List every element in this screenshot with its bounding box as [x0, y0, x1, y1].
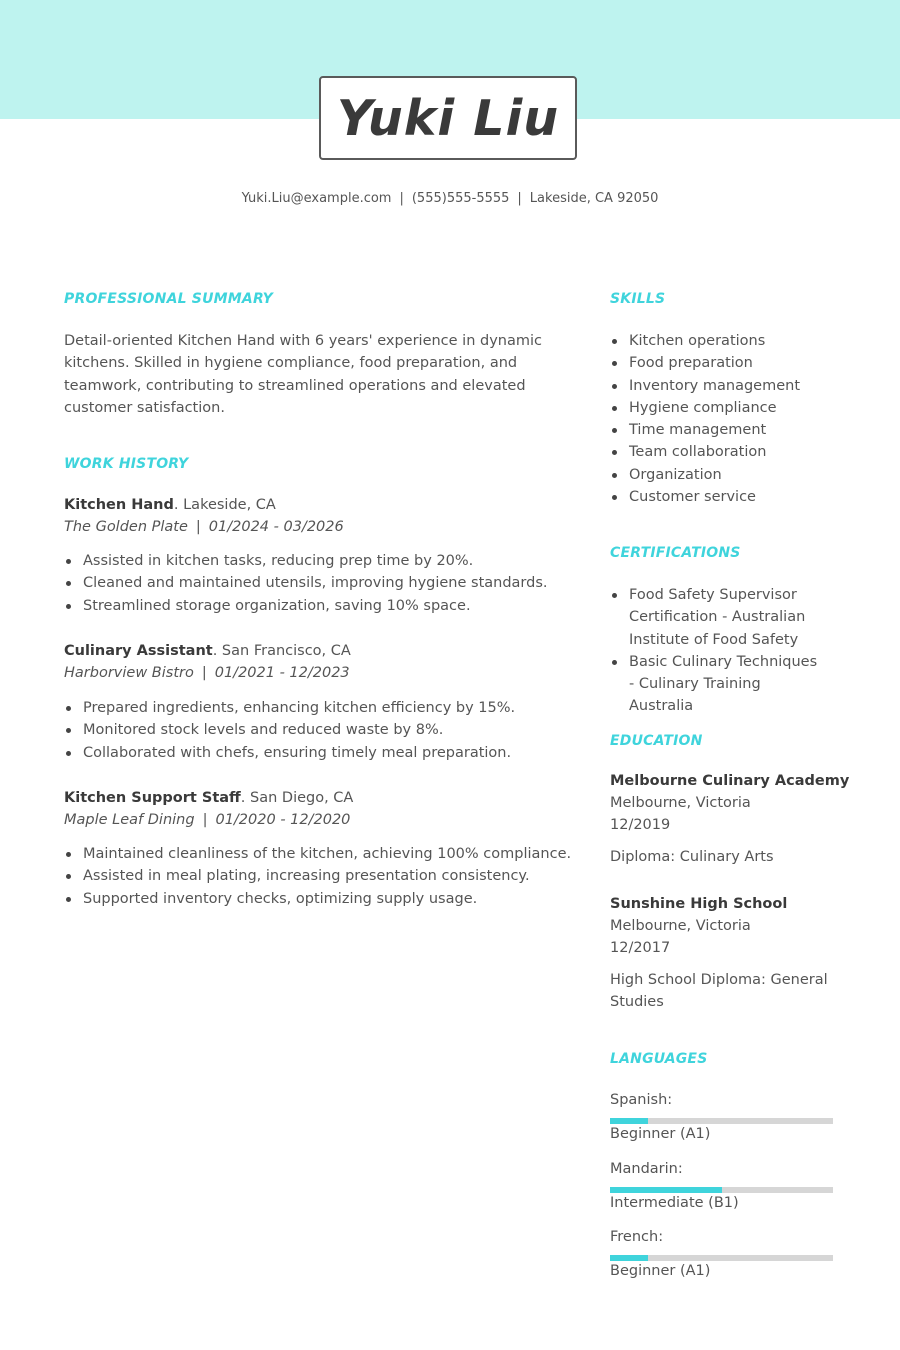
- job-company-line: [64, 812, 350, 828]
- skill-item: Kitchen operations: [610, 330, 850, 352]
- certifications-heading: CERTIFICATIONS: [610, 545, 741, 561]
- job-separator: |: [195, 519, 201, 535]
- language-proficiency-bar: [610, 1187, 833, 1193]
- language-name: Mandarin:: [610, 1161, 683, 1177]
- skill-item: Organization: [610, 464, 850, 486]
- job-location: . San Francisco, CA: [212, 643, 351, 659]
- contact-email[interactable]: Yuki.Liu@example.com: [241, 191, 392, 206]
- contact-line: [0, 191, 900, 206]
- name-box: [319, 76, 577, 160]
- skill-item: Hygiene compliance: [610, 397, 850, 419]
- skills-list: [610, 330, 850, 508]
- language-proficiency-fill: [610, 1187, 722, 1193]
- job-bullet: Collaborated with chefs, ensuring timely meal preparation.: [64, 742, 564, 764]
- job-bullet: Prepared ingredients, enhancing kitchen efficiency by 15%.: [64, 697, 564, 719]
- language-name: Spanish:: [610, 1092, 673, 1108]
- language-proficiency-bar: [610, 1255, 833, 1261]
- certifications-list: [610, 584, 825, 718]
- skill-item: Inventory management: [610, 375, 850, 397]
- certification-item: Basic Culinary Techniques - Culinary Training Australia: [610, 651, 825, 718]
- job-bullets: [64, 697, 564, 764]
- job-dates: 01/2021 - 12/2023: [214, 665, 350, 681]
- contact-separator: |: [399, 191, 404, 206]
- job-title-line: [64, 643, 351, 659]
- work-history-heading: WORK HISTORY: [64, 456, 189, 472]
- job-company: Maple Leaf Dining: [64, 812, 195, 828]
- job-bullet: Assisted in kitchen tasks, reducing prep time by 20%.: [64, 550, 564, 572]
- job-bullet: Assisted in meal plating, increasing presentation consistency.: [64, 865, 584, 887]
- education-school: Melbourne Culinary Academy: [610, 773, 850, 789]
- job-company: Harborview Bistro: [64, 665, 194, 681]
- contact-phone[interactable]: (555)555-5555: [411, 191, 510, 206]
- education-date: 12/2019: [610, 817, 671, 833]
- job-location: . Lakeside, CA: [173, 497, 276, 513]
- job-company-line: [64, 665, 350, 681]
- summary-text: Detail-oriented Kitchen Hand with 6 years' experience in dynamic kitchens. Skilled in hygiene compliance, food preparation, and teamwork, contributing to streamlined operations and elevated customer satisfaction.: [64, 333, 542, 416]
- education-degree: Diploma: Culinary Arts: [610, 849, 774, 865]
- job-bullet: Monitored stock levels and reduced waste by 8%.: [64, 719, 564, 741]
- job-bullet: Streamlined storage organization, saving 10% space.: [64, 595, 564, 617]
- skill-item: Team collaboration: [610, 441, 850, 463]
- contact-location: Lakeside, CA 92050: [529, 191, 659, 206]
- job-bullet: Cleaned and maintained utensils, improving hygiene standards.: [64, 572, 564, 594]
- summary-heading: PROFESSIONAL SUMMARY: [64, 291, 273, 307]
- language-level: Beginner (A1): [610, 1126, 711, 1142]
- language-level: Beginner (A1): [610, 1263, 711, 1279]
- job-location: . San Diego, CA: [240, 790, 354, 806]
- languages-heading: LANGUAGES: [610, 1051, 708, 1067]
- job-role: Kitchen Support Staff: [64, 790, 241, 806]
- job-company-line: [64, 519, 344, 535]
- contact-separator: |: [517, 191, 522, 206]
- skill-item: Food preparation: [610, 352, 850, 374]
- language-proficiency-fill: [610, 1118, 648, 1124]
- job-bullets: [64, 843, 584, 910]
- education-heading: EDUCATION: [610, 733, 703, 749]
- job-role: Culinary Assistant: [64, 643, 213, 659]
- job-separator: |: [202, 812, 208, 828]
- certification-item: Food Safety Supervisor Certification - Australian Institute of Food Safety: [610, 584, 825, 651]
- job-title-line: [64, 790, 353, 806]
- education-date: 12/2017: [610, 940, 671, 956]
- job-dates: 01/2024 - 03/2026: [208, 519, 344, 535]
- education-location: Melbourne, Victoria: [610, 795, 751, 811]
- job-company: The Golden Plate: [64, 519, 188, 535]
- skill-item: Time management: [610, 419, 850, 441]
- education-location: Melbourne, Victoria: [610, 918, 751, 934]
- education-degree: High School Diploma: General Studies: [610, 972, 828, 1011]
- language-proficiency-fill: [610, 1255, 648, 1261]
- job-separator: |: [201, 665, 207, 681]
- job-bullet: Supported inventory checks, optimizing supply usage.: [64, 888, 584, 910]
- education-school: Sunshine High School: [610, 896, 788, 912]
- job-bullet: Maintained cleanliness of the kitchen, achieving 100% compliance.: [64, 843, 584, 865]
- language-proficiency-bar: [610, 1118, 833, 1124]
- job-dates: 01/2020 - 12/2020: [215, 812, 351, 828]
- skills-heading: SKILLS: [610, 291, 666, 307]
- language-name: French:: [610, 1229, 664, 1245]
- language-level: Intermediate (B1): [610, 1195, 739, 1211]
- job-bullets: [64, 550, 564, 617]
- candidate-name: Yuki Liu: [336, 89, 560, 147]
- skill-item: Customer service: [610, 486, 850, 508]
- job-role: Kitchen Hand: [64, 497, 174, 513]
- job-title-line: [64, 497, 276, 513]
